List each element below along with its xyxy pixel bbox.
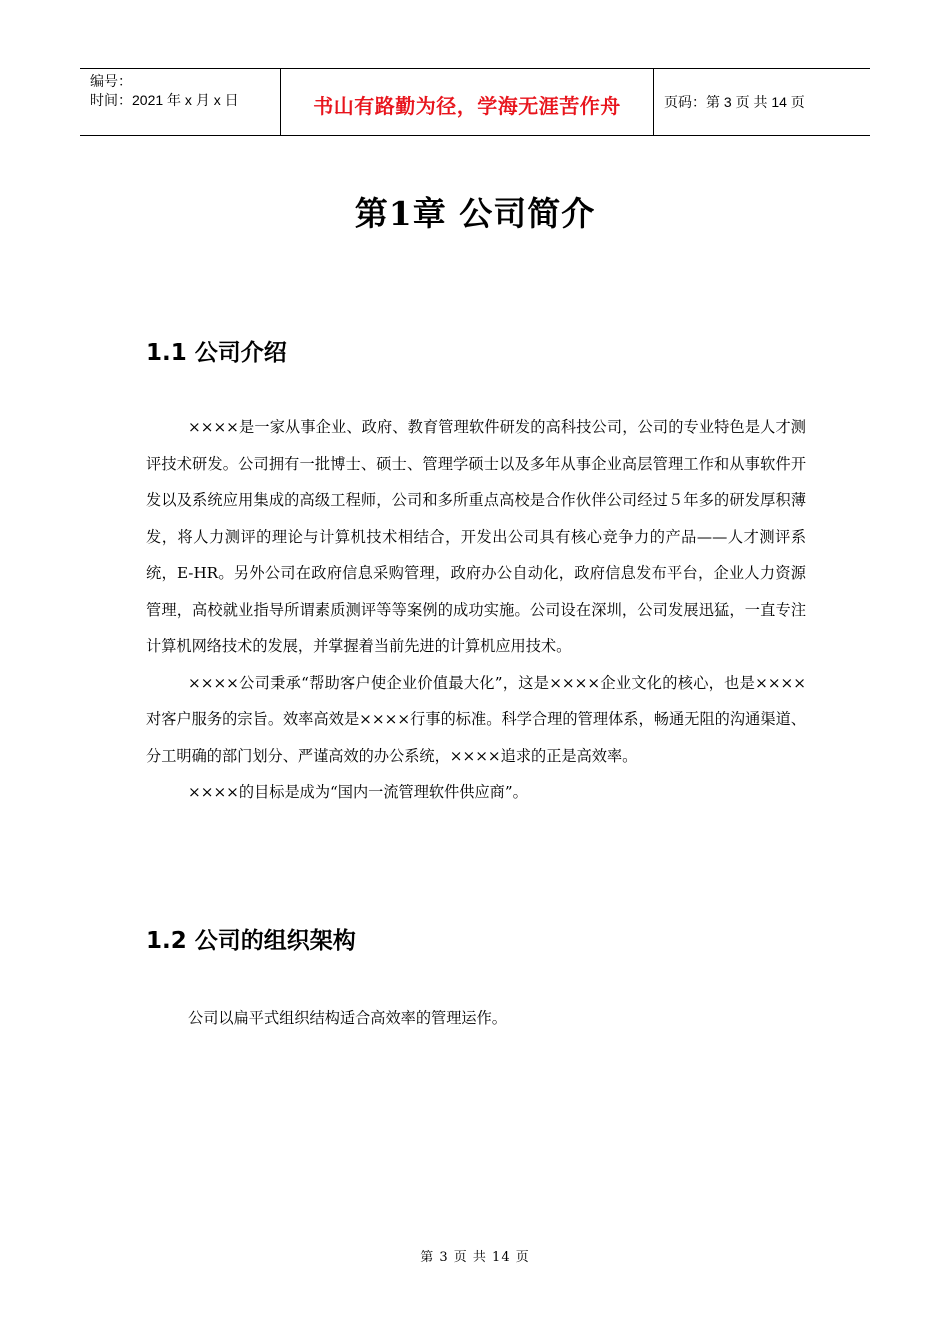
section-heading-1-1: 1.1 公司介绍: [146, 340, 287, 366]
section-body-1-1: [146, 409, 806, 811]
document-date: 时间：2021 年 x 月 x 日: [90, 92, 239, 108]
page-header: [80, 68, 870, 136]
paragraph-org-structure: 公司以扁平式组织结构适合高效率的管理运作。: [188, 1009, 507, 1027]
section-body-1-2: [146, 1000, 806, 1037]
paragraph-company-goal: ××××的目标是成为“国内一流管理软件供应商”。: [188, 783, 528, 801]
paragraph-company-intro: ××××是一家从事企业、政府、教育管理软件研发的高科技公司，公司的专业特色是人才测评技术研发。公司拥有一批博士、硕士、管理学硕士以及多年从事企业高层管理工作和从事软件开发以及系统应用集成的高级工程师，公司和多所重点高校是合作伙伴公司经过５年多的研发厚积薄发，将人力测评的理论与计算机技术相结合，开发出公司具有核心竞争力的产品——人才测评系统，E-HR。另外公司在政府信息采购管理，政府办公自动化，政府信息发布平台，企业人力资源管理，高校就业指导所谓素质测评等等案例的成功实施。公司设在深圳，公司发展迅猛，一直专注计算机网络技术的发展，并掌握着当前先进的计算机应用技术。: [146, 418, 806, 655]
paragraph-company-culture: ××××公司秉承“帮助客户使企业价值最大化”，这是××××企业文化的核心，也是××××对客户服务的宗旨。效率高效是××××行事的标准。科学合理的管理体系，畅通无阻的沟通渠道、分工明确的部门划分、严谨高效的办公系统，××××追求的正是高效率。: [146, 673, 806, 765]
page-footer: 第 3 页 共 14 页: [420, 1250, 530, 1265]
chapter-title: 第1章 公司简介: [354, 194, 596, 233]
header-meta: [80, 69, 281, 135]
section-heading-1-2: 1.2 公司的组织架构: [146, 928, 356, 954]
document-number-label: 编号：: [90, 73, 132, 89]
header-motto: 书山有路勤为径，学海无涯苦作舟: [281, 69, 654, 135]
header-page-info: 页码：第 3 页 共 14 页: [664, 94, 805, 110]
